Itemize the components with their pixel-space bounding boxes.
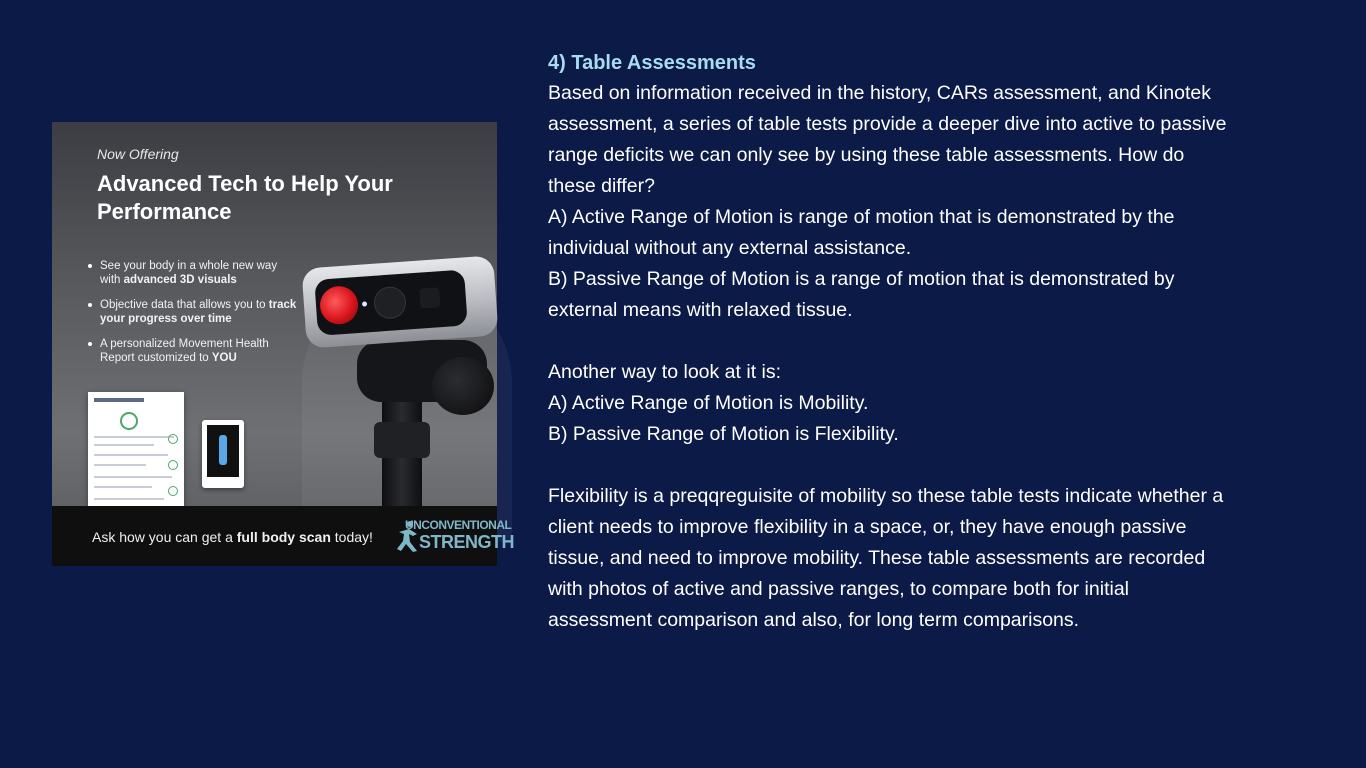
promo-bottom-bar xyxy=(52,506,514,566)
body-figure-icon xyxy=(219,435,227,465)
text-line: Based on information received in the history, CARs assessment, and Kinotek xyxy=(548,82,1211,104)
report-line xyxy=(94,486,152,488)
paragraph-spacer xyxy=(548,450,1288,481)
camera-lens-icon xyxy=(319,285,360,326)
promo-bullet: Objective data that allows you to track your progress over time xyxy=(88,298,298,326)
promo-bullet: A personalized Movement Health Report customized to YOU xyxy=(88,337,298,365)
logo-line-2: STRENGTH xyxy=(419,532,514,552)
gauge-icon xyxy=(168,486,178,496)
camera-device xyxy=(301,255,498,348)
text-line: Another way to look at it is: xyxy=(548,361,782,383)
text-line: assessment comparison and also, for long term comparisons. xyxy=(548,609,1080,631)
report-line xyxy=(94,454,168,456)
camera-led-icon xyxy=(362,301,367,306)
promo-offer: Now Offering xyxy=(97,146,179,162)
camera-sensor-icon xyxy=(373,286,407,320)
text-line: client needs to improve flexibility in a space, or, they have enough passive xyxy=(548,516,1187,538)
article-content xyxy=(548,48,1288,636)
text-line: with photos of active and passive ranges, to compare both for initial xyxy=(548,578,1129,600)
tripod-clamp xyxy=(374,422,430,458)
text-line: B) Passive Range of Motion is Flexibility. xyxy=(548,423,899,445)
paragraph-2 xyxy=(548,357,1288,450)
report-line xyxy=(94,498,164,500)
section-heading: 4) Table Assessments xyxy=(548,52,756,74)
report-line xyxy=(94,444,154,446)
paragraph-1 xyxy=(548,78,1288,326)
text-line: A) Active Range of Motion is range of motion that is demonstrated by the xyxy=(548,206,1175,228)
promo-image xyxy=(52,122,514,566)
text-line: A) Active Range of Motion is Mobility. xyxy=(548,392,869,414)
text-line: individual without any external assistance. xyxy=(548,237,912,259)
report-line xyxy=(94,436,174,438)
gauge-icon xyxy=(168,460,178,470)
text-line: B) Passive Range of Motion is a range of motion that is demonstrated by xyxy=(548,268,1175,290)
camera-face xyxy=(314,269,468,335)
text-line: Flexibility is a preqqreguisite of mobility so these table tests indicate whether a xyxy=(548,485,1224,507)
logo-line-1: UNCONVENTIONAL xyxy=(405,518,512,532)
promo-cta: Ask how you can get a full body scan today! xyxy=(92,529,373,545)
brand-logo xyxy=(395,516,514,558)
paragraph-3 xyxy=(548,481,1288,636)
phone-thumbnail xyxy=(202,420,244,488)
promo-bullets xyxy=(88,259,298,376)
report-line xyxy=(94,464,146,466)
camera-sensor-icon xyxy=(419,287,440,308)
score-ring-icon xyxy=(120,412,138,430)
promo-bullet: See your body in a whole new way with advanced 3D visuals xyxy=(88,259,298,287)
report-line xyxy=(94,476,172,478)
gauge-icon xyxy=(168,434,178,444)
text-line: range deficits we can only see by using these table assessments. How do xyxy=(548,144,1185,166)
tripod-knob xyxy=(432,357,494,415)
phone-screen xyxy=(207,425,239,477)
report-header xyxy=(94,398,144,402)
promo-headline: Advanced Tech to Help Your Performance xyxy=(97,171,393,224)
text-line: assessment, a series of table tests provide a deeper dive into active to passive xyxy=(548,113,1227,135)
text-line: tissue, and need to improve mobility. These table assessments are recorded xyxy=(548,547,1206,569)
report-thumbnail xyxy=(88,392,184,518)
text-line: external means with relaxed tissue. xyxy=(548,299,853,321)
paragraph-spacer xyxy=(548,326,1288,357)
text-line: these differ? xyxy=(548,175,655,197)
